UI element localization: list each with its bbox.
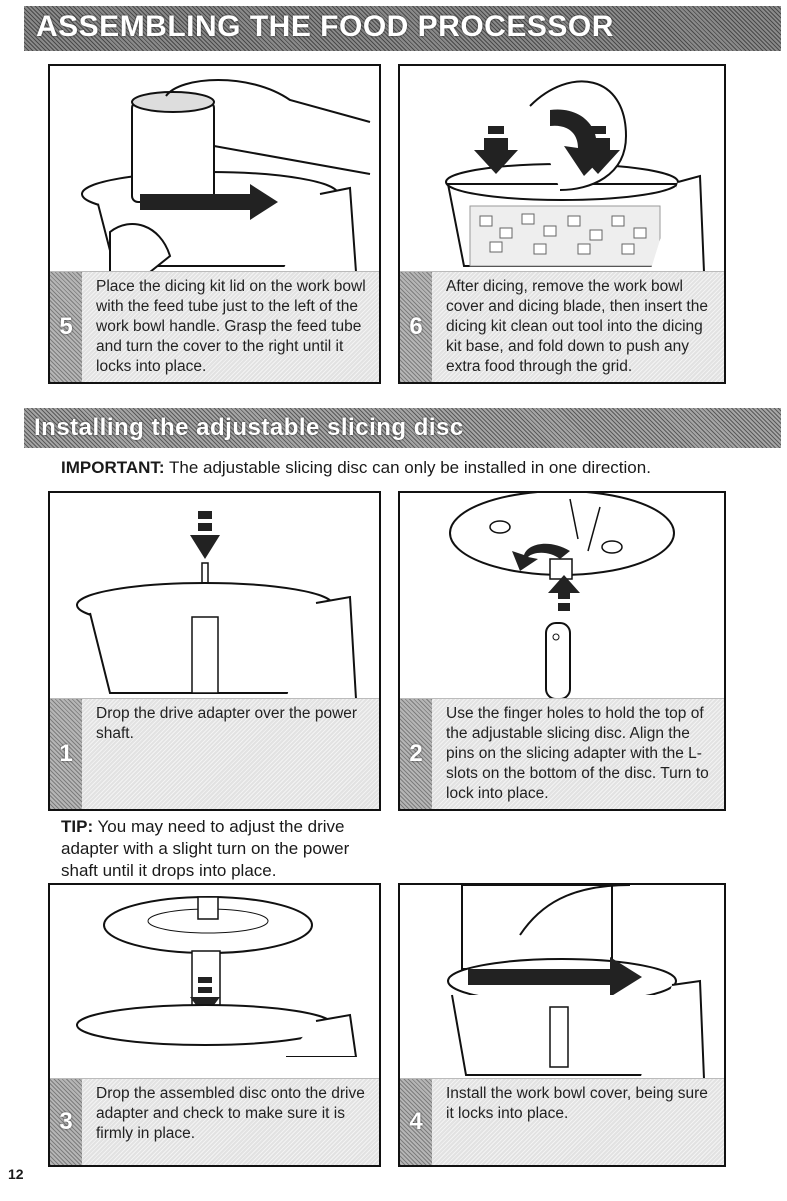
step-5-illustration — [50, 66, 379, 272]
section-title: Installing the adjustable slicing disc — [34, 414, 464, 441]
step-4-panel — [398, 883, 726, 1167]
step-6-panel — [398, 64, 726, 384]
step-1-text: Drop the drive adapter over the power shaft. — [96, 705, 358, 742]
tip-note — [61, 816, 381, 882]
important-label: IMPORTANT: — [61, 458, 165, 477]
step-number-6: 6 — [400, 272, 432, 382]
step-4-text: Install the work bowl cover, being sure it locks into place. — [446, 1085, 708, 1122]
step-2-caption — [400, 698, 724, 809]
step-4-caption — [400, 1078, 724, 1165]
step-1-illustration — [50, 493, 379, 699]
step-number-2: 2 — [400, 699, 432, 809]
step-2-panel — [398, 491, 726, 811]
step-number-4: 4 — [400, 1079, 432, 1165]
step-1-caption — [50, 698, 379, 809]
step-1-panel — [48, 491, 381, 811]
step-2-illustration — [400, 493, 724, 699]
step-3-caption — [50, 1078, 379, 1165]
step-5-text: Place the dicing kit lid on the work bowl with the feed tube just to the left of the work bowl handle. Grasp the feed tube and turn the cover to the right until it locks into place. — [96, 278, 366, 375]
step-3-panel — [48, 883, 381, 1167]
tip-text: You may need to adjust the drive adapter with a slight turn on the power shaft until it drops into place. — [61, 817, 350, 880]
page-title: ASSEMBLING THE FOOD PROCESSOR — [36, 10, 614, 43]
step-number-5: 5 — [50, 272, 82, 382]
step-number-1: 1 — [50, 699, 82, 809]
step-3-text: Drop the assembled disc onto the drive adapter and check to make sure it is firmly in place. — [96, 1085, 365, 1142]
step-6-text: After dicing, remove the work bowl cover and dicing blade, then insert the dicing kit clean out tool into the dicing kit base, and fold down to push any extra food through the grid. — [446, 278, 708, 375]
step-3-illustration — [50, 885, 379, 1057]
step-6-caption — [400, 271, 724, 382]
page-number: 12 — [8, 1166, 24, 1182]
step-2-text: Use the finger holes to hold the top of the adjustable slicing disc. Align the pins on the slicing adapter with the L-slots on the bottom of the disc. Turn to lock into place. — [446, 705, 709, 802]
important-note — [61, 457, 651, 479]
important-text: The adjustable slicing disc can only be installed in one direction. — [168, 458, 651, 477]
step-6-illustration — [400, 66, 724, 272]
step-number-3: 3 — [50, 1079, 82, 1165]
step-5-caption — [50, 271, 379, 382]
step-4-illustration — [400, 885, 724, 1079]
tip-label: TIP: — [61, 817, 94, 836]
step-5-panel — [48, 64, 381, 384]
